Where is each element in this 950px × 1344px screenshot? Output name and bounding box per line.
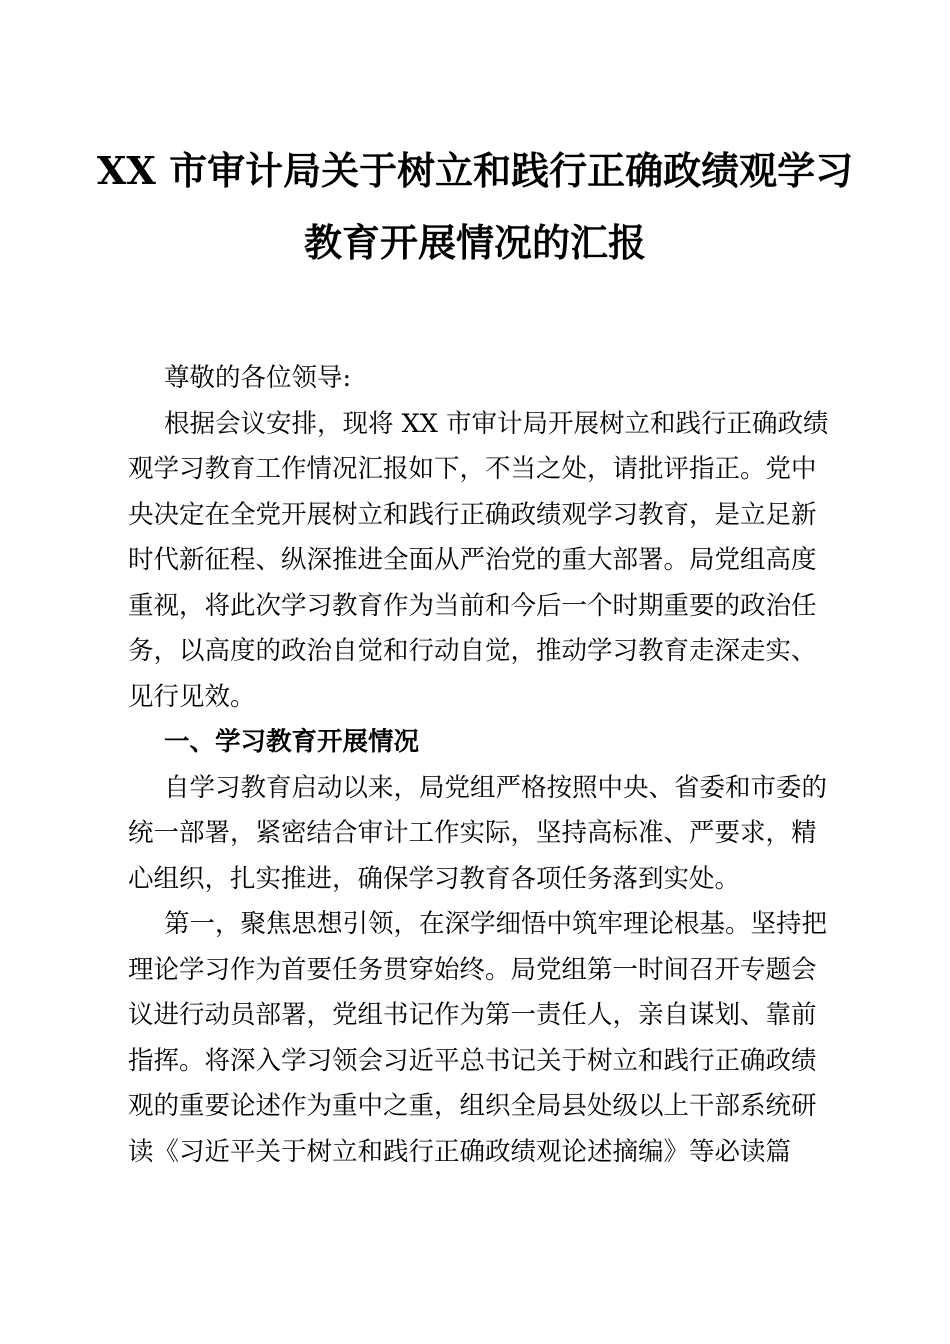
paragraph-line: 央决定在全党开展树立和践行正确政绩观学习教育，是立足新	[128, 499, 817, 530]
section-heading: 一、学习教育开展情况	[164, 727, 420, 757]
paragraph-line: 观学习教育工作情况汇报如下，不当之处，请批评指正。党中	[128, 454, 817, 484]
paragraph-line: 读《习近平关于树立和践行正确政绩观论述摘编》等必读篇	[128, 1136, 792, 1167]
paragraph-line: 议进行动员部署，党组书记作为第一责任人，亲自谋划、靠前	[128, 1000, 817, 1030]
paragraph-line: 观的重要论述作为重中之重，组织全局县处级以上干部系统研	[128, 1091, 817, 1121]
paragraph-line: 理论学习作为首要任务贯穿始终。局党组第一时间召开专题会	[128, 954, 817, 985]
paragraph-line: 根据会议安排，现将 XX 市审计局开展树立和践行正确政绩	[164, 408, 829, 439]
paragraph-line: 心组织，扎实推进，确保学习教育各项任务落到实处。	[128, 863, 741, 894]
paragraph-line: 第一，聚焦思想引领，在深学细悟中筑牢理论根基。坚持把	[164, 909, 828, 939]
paragraph-line: 见行见效。	[128, 681, 256, 712]
document-title-line-1: XX 市审计局关于树立和践行正确政绩观学习	[96, 148, 854, 193]
document-body	[128, 356, 828, 1175]
document-title-line-2: 教育开展情况的汇报	[303, 220, 646, 265]
paragraph-line: 时代新征程、纵深推进全面从严治党的重大部署。局党组高度	[128, 545, 817, 575]
paragraph-line: 重视，将此次学习教育作为当前和今后一个时期重要的政治任	[128, 590, 817, 621]
paragraph-line: 统一部署，紧密结合审计工作实际，坚持高标准、严要求，精	[128, 818, 817, 848]
paragraph-line: 指挥。将深入学习领会习近平总书记关于树立和践行正确政绩	[128, 1045, 817, 1076]
paragraph-line: 尊敬的各位领导:	[164, 363, 352, 393]
paragraph-line: 自学习教育启动以来，局党组严格按照中央、省委和市委的	[164, 772, 828, 803]
paragraph-line: 务，以高度的政治自觉和行动自觉，推动学习教育走深走实、	[128, 636, 817, 666]
